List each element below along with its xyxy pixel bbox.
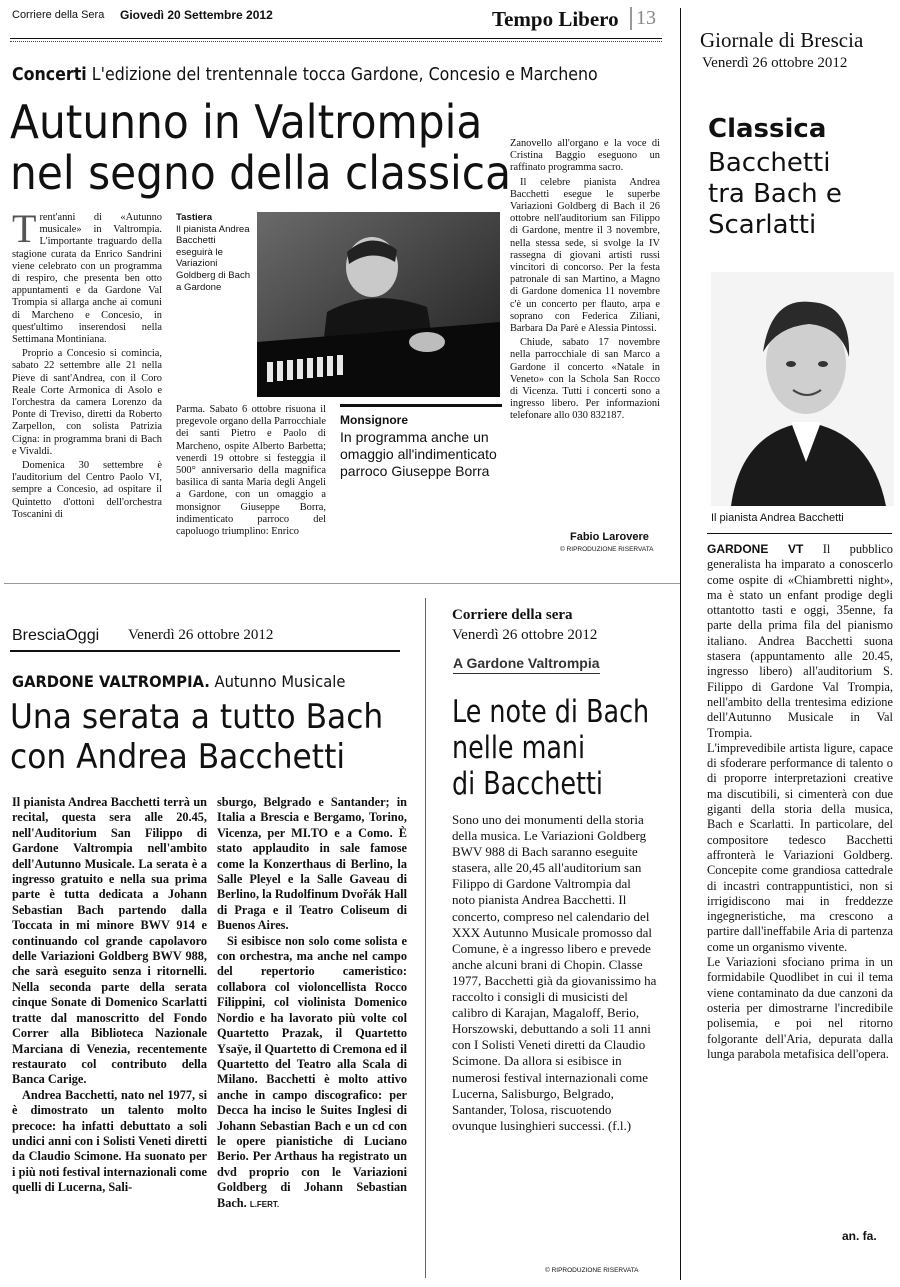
clip2-portrait-photo (711, 272, 894, 506)
clip2-paragraph-3: Le Variazioni sfociano prima in un formidabile Quodlibet in cui il tema viene contaminato da due canzoni da osteria per dimostrarne l'incredibile polisemia, e poi nel ritorno folgorante dell'Aria, depurata dalla lunga parabola metafisica dell'opera. (707, 955, 893, 1061)
clip1-column-2: Parma. Sabato 6 ottobre risuona il pregevole organo della Parrocchiale dei santi Pietro e Paolo di Marcheno, ospite Alberto Barbetta; venerdì 19 ottobre si festeggia il 500° anniversario della magnifica basilica di santa Maria degli Angeli a Gardone, con un omaggio a monsignor Giuseppe Borra, indimenticato parroco del capoluogo triumplino: Enrico (176, 404, 326, 538)
clip2-caption-rule (707, 533, 892, 534)
clip1-column-1 (12, 206, 162, 521)
clip-divider-vertical-right (680, 8, 681, 1280)
clip2-paragraph-1 (707, 542, 893, 741)
clip1-caption-title: Tastiera (176, 212, 213, 223)
pianist-at-piano-image (257, 212, 500, 397)
clip1-col3-paragraph-2: Il celebre pianista Andrea Bacchetti esegue le superbe Variazioni Goldberg di Bach il 26 ottobre nell'auditorium san Filippo di Gardone, mentre il 3 novembre, nella stessa sede, si svolge la IV rassegna di giovani artisti russi vincitori di concorso. Per la festa patronale di san Martino, a Magno di Gardone domenica 11 novembre c'è un concerto per flauto, arpa e soprano con Federica Ziliani, Barbara Da Parè e Alessia Pintossi. (510, 176, 660, 335)
clip2-paragraph-1-text: Il pubblico generalista ha imparato a conoscerlo come ospite di «Chiambretti night», ma è stato un enfant prodige degli ottantotto tasti e oggi, 35enne, fa parte della prima fila del pianismo italiano. Andrea Bacchetti suona stasera (appuntamento alle 20.45, ingresso libero) all'auditorium S. Filippo di Gardone Val Trompia, nell'ambito della trentesima edizione dell'Autunno Musicale in Val Trompia. (707, 542, 893, 740)
clip2-paragraph-2: L'imprevedibile artista ligure, capace di sfoderare performance di talento o di proporre interpretazioni creative ma discutibili, si cimenterà con due giganti della storia della musica, Bach e Scarlatti. In particolare, del compositore tedesco Bacchetti affronterà le Variazioni Goldberg. Concepite come grandiosa cattedrale di incastri contrappuntistici, non si irrigidiscono mai in freddezze ingegneristiche, ma crescono a partire dall'ineffabile Aria di partenza come un organismo vivente. (707, 740, 893, 954)
clip4-body: Sono uno dei monumenti della storia della musica. Le Variazioni Goldberg BWV 988 di Bach saranno eseguite stasera, alle 20,45 all'auditorium san Filippo di Gardone Valtrompia dal noto pianista Andrea Bacchetti. Il concerto, compreso nel calendario del XXX Autunno Musicale promosso dal Comune, è a ingresso libero e prevede anche alcuni brani di Chopin. Classe 1977, Bacchetti già da giovanissimo ha raccolto i consigli di musicisti del calibro di Karajan, Magaloff, Berio, Horszowski, debuttando a soli 11 anni con I Solisti Veneti diretti da Claudio Scimone. Da allora si esibisce in numerosi festival internazionali come Lucerna, Salisburgo, Belgrado, Santander, Tolosa, riscuotendo ovunque lusinghieri successi. (f.l.) (452, 812, 657, 1133)
clip3-top-rule (10, 650, 400, 652)
clip1-kicker (12, 64, 598, 85)
clip3-headline-2: con Andrea Bacchetti (10, 737, 346, 777)
clip1-col3-paragraph-1: Zanovello all'organo e la voce di Cristina Baggio eseguono un raffinato programma sacro. (510, 138, 660, 174)
clip3-headline-1: Una serata a tutto Bach (10, 697, 384, 737)
clip4-left-border (425, 598, 426, 1278)
clip1-page-number: 13 (630, 7, 656, 30)
clip4-headline-2: nelle mani (452, 730, 586, 766)
clip1-headline-1: Autunno in Valtrompia (10, 95, 483, 149)
clip4-tag: A Gardone Valtrompia (453, 655, 600, 674)
clip3-col2-paragraph-2 (217, 934, 407, 1212)
clip4-masthead: Corriere della sera (452, 607, 573, 623)
clip3-date: Venerdì 26 ottobre 2012 (128, 627, 274, 643)
clip2-caption: Il pianista Andrea Bacchetti (711, 512, 844, 524)
clip4-date: Venerdì 26 ottobre 2012 (452, 627, 598, 643)
clip3-col2-paragraph-2-text: Si esibisce non solo come solista e con orchestra, ma anche nel campo del repertorio cameristico: collabora col violoncellista Rocco Filippini, col violinista Domenico Nordio e ha lavorato più volte col Quartetto Prazak, il Quartetto Ysaÿe, il Quartetto di Cremona ed il Quartetto del Teatro alla Scala di Milano. Bacchetti è molto attivo anche in campo discografico: per Decca ha inciso le Suites Inglesi di Johann Sebastian Bach e un cd con le opere pianistiche di Luciano Berio. Per Arthaus ha registrato un dvd proprio con le Variazioni Goldberg di Johann Sebastian Bach. (217, 933, 408, 1210)
clip2-signature: an. fa. (842, 1229, 877, 1243)
clip3-col1-paragraph-2: Andrea Bacchetti, nato nel 1977, si è dimostrato un talento molto precoce: ha infatti debuttato a soli undici anni con i Solisti Veneti diretti da Claudio Scimone. Ha suonato per i più noti festival internazionali come quelli di Lucerna, Sali- (12, 1087, 207, 1195)
clip1-section: Tempo Libero (492, 7, 619, 31)
clip1-col3-paragraph-3: Chiude, sabato 17 novembre nella parrocchiale di san Marco a Gardone il concerto «Natale in Veneto» con la Schola San Rocco di Vicenza. Tutti i concerti sono a ingresso libero. Per informazioni telefonare allo 030 832187. (510, 337, 660, 422)
clip2-headline: Bacchetti tra Bach e Scarlatti (708, 148, 842, 240)
clip1-date: Giovedì 20 Settembre 2012 (120, 8, 273, 22)
clip1-quote-title: Monsignore (340, 413, 408, 427)
clip2-body (707, 542, 893, 1062)
clip1-author: Fabio Larovere (570, 531, 649, 543)
clip1-dropcap: T (12, 206, 37, 251)
clip3-column-2 (217, 795, 407, 1212)
clip4-copyright: © RIPRODUZIONE RISERVATA (545, 1267, 639, 1274)
clip1-quote-text: In programma anche un omaggio all'indimenticato parroco Giuseppe Borra (340, 429, 497, 479)
clip3-masthead: BresciaOggi (12, 627, 100, 644)
clip1-col1-paragraph-1: rent'anni di «Autunno musicale» in Valtrompia. L'importante traguardo della stagione curata da Enrico Sandrini viene celebrato con un programma di respiro, che presenta ben otto appuntamenti e da Gardone Val Trompia si allarga anche ai comuni di Marcheno e Concesio, in quest'ultimo inserendosi nella Settimana Montiniana. (12, 212, 162, 346)
clip4-headline-1: Le note di Bach (452, 694, 650, 730)
clip1-top-rule (10, 38, 662, 39)
clip1-kicker-tag: Concerti (12, 64, 87, 85)
clip3-kicker (12, 672, 345, 691)
clip1-dotted-rule (10, 41, 662, 42)
clip3-col2-paragraph-1: sburgo, Belgrado e Santander; in Italia a Brescia e Bergamo, Torino, Vicenza, per MI.TO e a Como. È stato applaudito in sale famose come la Konzerthaus di Berlino, la Salle Pleyel e la Salle Gaveau di Berlino, la Rudolfinum Dvořák Hall di Praga e il Teatro Coliseum di Buenos Aires. (217, 795, 407, 933)
clip1-column-3 (510, 138, 660, 423)
clip1-caption-text: Il pianista Andrea Bacchetti eseguirà le Variazioni Goldberg di Bach a Gardone (176, 223, 251, 293)
clip4-headline-3: di Bacchetti (452, 766, 603, 802)
clip2-date: Venerdì 26 ottobre 2012 (702, 55, 848, 71)
clip3-kicker-bold: GARDONE VALTROMPIA. (12, 672, 210, 691)
clip1-col1-paragraph-3: Domenica 30 settembre è l'auditorium del Centro Paolo VI, sempre a Concesio, ad ospitare il Quintetto d'ottoni dell'orchestra Toscanini di (12, 460, 162, 520)
clip1-photo-caption (176, 212, 254, 293)
clip3-col1-paragraph-1: Il pianista Andrea Bacchetti terrà un recital, questa sera alle 20.45, nell'Auditorium San Filippo di Gardone Valtrompia nell'ambito dell'Autunno Musicale. La serata è a ingresso gratuito e nella sua prima parte è tutta dedicata a Johann Sebastian Bach partendo dalla Toccata in mi minore BWV 914 e continuando col grande capolavoro delle Variazioni Goldberg BWV 988, che sarà eseguito senza i ritornelli. Nella seconda parte della serata cinque Sonate di Domenico Scarlatti tratte dal manoscritto del Fondo Correr alla Biblioteca Nazionale Marciana di Venezia, recentemente restaurato col contributo della Banca Carige. (12, 795, 207, 1087)
clip1-copyright: © RIPRODUZIONE RISERVATA (560, 546, 654, 553)
clip3-kicker-light: Autunno Musicale (214, 672, 346, 691)
clip2-kicker: GARDONE VT (707, 542, 804, 556)
clip2-masthead: Giornale di Brescia (700, 28, 864, 52)
portrait-image (711, 272, 894, 506)
clip-divider-horizontal (4, 583, 680, 584)
clip1-masthead: Corriere della Sera (12, 9, 105, 21)
clip1-headline-2: nel segno della classica (10, 146, 512, 200)
clip3-column-1 (12, 795, 207, 1196)
clip1-col1-paragraph-2: Proprio a Concesio si comincia, sabato 22 settembre alle 21 nella Pieve di sant'Andrea, con il Coro Reale Corte Armonica di Asolo e l'orchestra da camera Lorenzo da Ponte di Treviso, diretti da Roberto Zarpellon, con solista Patrizia Cigna: in programma brani di Bach e Vivaldi. (12, 348, 162, 457)
clip1-pianist-photo (257, 212, 500, 397)
clip1-pull-quote (340, 404, 502, 480)
clip3-signature: L.FERT. (249, 1199, 280, 1209)
clip1-kicker-text: L'edizione del trentennale tocca Gardone, Concesio e Marcheno (91, 64, 598, 85)
clip2-tag: Classica (708, 114, 827, 144)
